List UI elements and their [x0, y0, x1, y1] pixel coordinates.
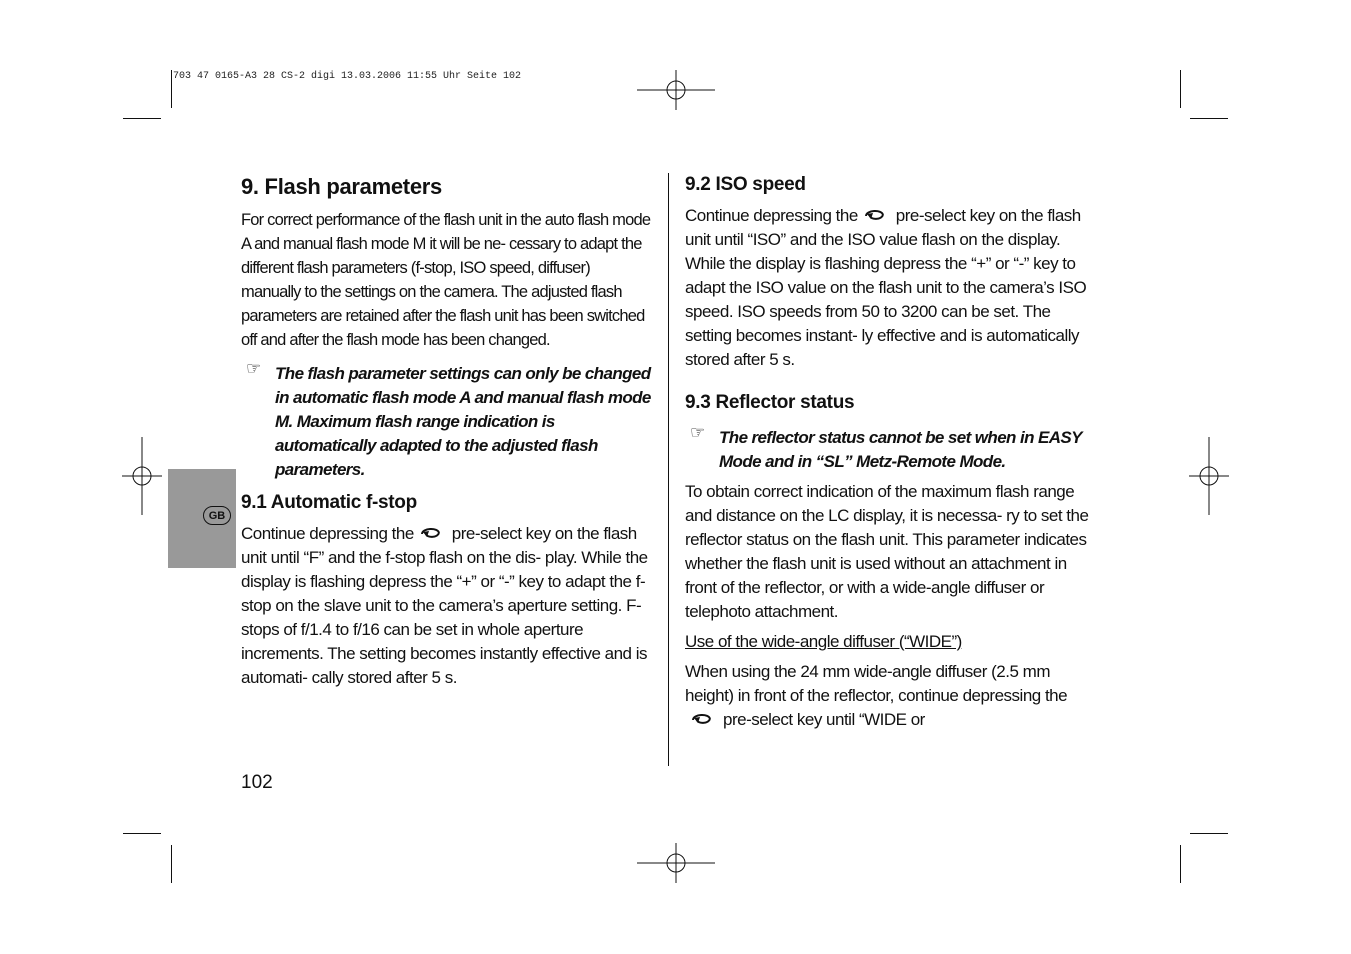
crop-mark	[1190, 118, 1228, 119]
reflector-paragraph: To obtain correct indication of the maximum flash range and distance on the LC display, it is necessa- ry to set the reflector status on the flash unit. This parameter indicates whether the flash unit is used without an attachment in front of the reflector, or with a wide-angle diffuser or telephoto attachment.	[685, 482, 1089, 621]
iso-paragraph	[685, 204, 1097, 372]
registration-mark-right	[1189, 437, 1229, 515]
wide-text-end: pre-select key until “WIDE or	[723, 710, 925, 729]
iso-text-start: Continue depressing the	[685, 206, 858, 225]
fstop-heading: 9.1 Automatic f-stop	[241, 492, 417, 513]
right-column	[685, 172, 1097, 732]
fstop-text-start: Continue depressing the	[241, 524, 414, 543]
registration-mark-bottom	[637, 843, 715, 883]
pointing-hand-icon: ☞	[690, 423, 706, 442]
column-divider	[668, 173, 669, 766]
pointing-hand-icon: ☞	[246, 359, 262, 378]
crop-mark	[1190, 833, 1228, 834]
page-number: 102	[241, 772, 273, 793]
registration-mark-top	[637, 70, 715, 110]
intro-paragraph: For correct performance of the flash unit in the auto flash mode A and manual flash mode M it will be ne- cessary to adapt the different flash parameters (f-stop, ISO speed, diffuser) manually to the settings on the camera. The adjusted flash parameters are retained after the flash unit has been switched off and after the flash mode has been changed.	[241, 211, 651, 349]
crop-mark	[123, 833, 161, 834]
rotate-arrow-key-icon	[418, 525, 444, 541]
reflector-heading: 9.3 Reflector status	[685, 392, 855, 413]
wide-diffuser-heading: Use of the wide-angle diffuser (“WIDE”)	[685, 632, 962, 651]
crop-mark	[1180, 70, 1181, 108]
fstop-text-end: pre-select key on the flash unit until “F” and the f-stop flash on the dis- play. While the display is flashing depress the “+” or “-” key to adapt the f-stop on the slave unit to the camera’s aperture setting. F-stops of f/1.4 to f/16 can be set in whole aperture increments. The setting becomes instantly effective and is automati- cally stored after 5 s.	[241, 524, 648, 687]
iso-text-end: pre-select key on the flash unit until “ISO” and the ISO value flash on the display. While the display is flashing depress the “+” or “-” key to adapt the ISO value on the flash unit to the camera’s ISO speed. ISO speeds from 50 to 3200 can be set. The setting becomes instant- ly effective and is automatically stored after 5 s.	[685, 206, 1087, 369]
wide-diffuser-paragraph	[685, 660, 1097, 732]
wide-text-start: When using the 24 mm wide-angle diffuser (2.5 mm height) in front of the reflector, continue depressing the	[685, 662, 1068, 705]
iso-heading: 9.2 ISO speed	[685, 174, 806, 195]
note-flash-parameters	[241, 359, 653, 482]
language-badge: GB	[203, 506, 231, 525]
note-reflector	[685, 423, 1097, 474]
registration-mark-left	[122, 437, 162, 515]
print-header: 703 47 0165-A3 28 CS-2 digi 13.03.2006 11:55 Uhr Seite 102	[173, 71, 522, 82]
crop-mark	[171, 70, 172, 108]
reflector-note-text: The reflector status cannot be set when in EASY Mode and in “SL” Metz-Remote Mode.	[719, 428, 1082, 471]
left-column	[241, 172, 653, 690]
note-text: The flash parameter settings can only be changed in automatic flash mode A and manual flash mode M. Maximum flash range indication is automatically adapted to the adjusted flash parameters.	[275, 364, 651, 479]
section-title: 9. Flash parameters	[241, 174, 442, 199]
fstop-paragraph	[241, 522, 653, 690]
crop-mark	[171, 845, 172, 883]
rotate-arrow-key-icon	[862, 207, 888, 223]
crop-mark	[123, 118, 161, 119]
rotate-arrow-key-icon	[689, 711, 715, 727]
crop-mark	[1180, 845, 1181, 883]
